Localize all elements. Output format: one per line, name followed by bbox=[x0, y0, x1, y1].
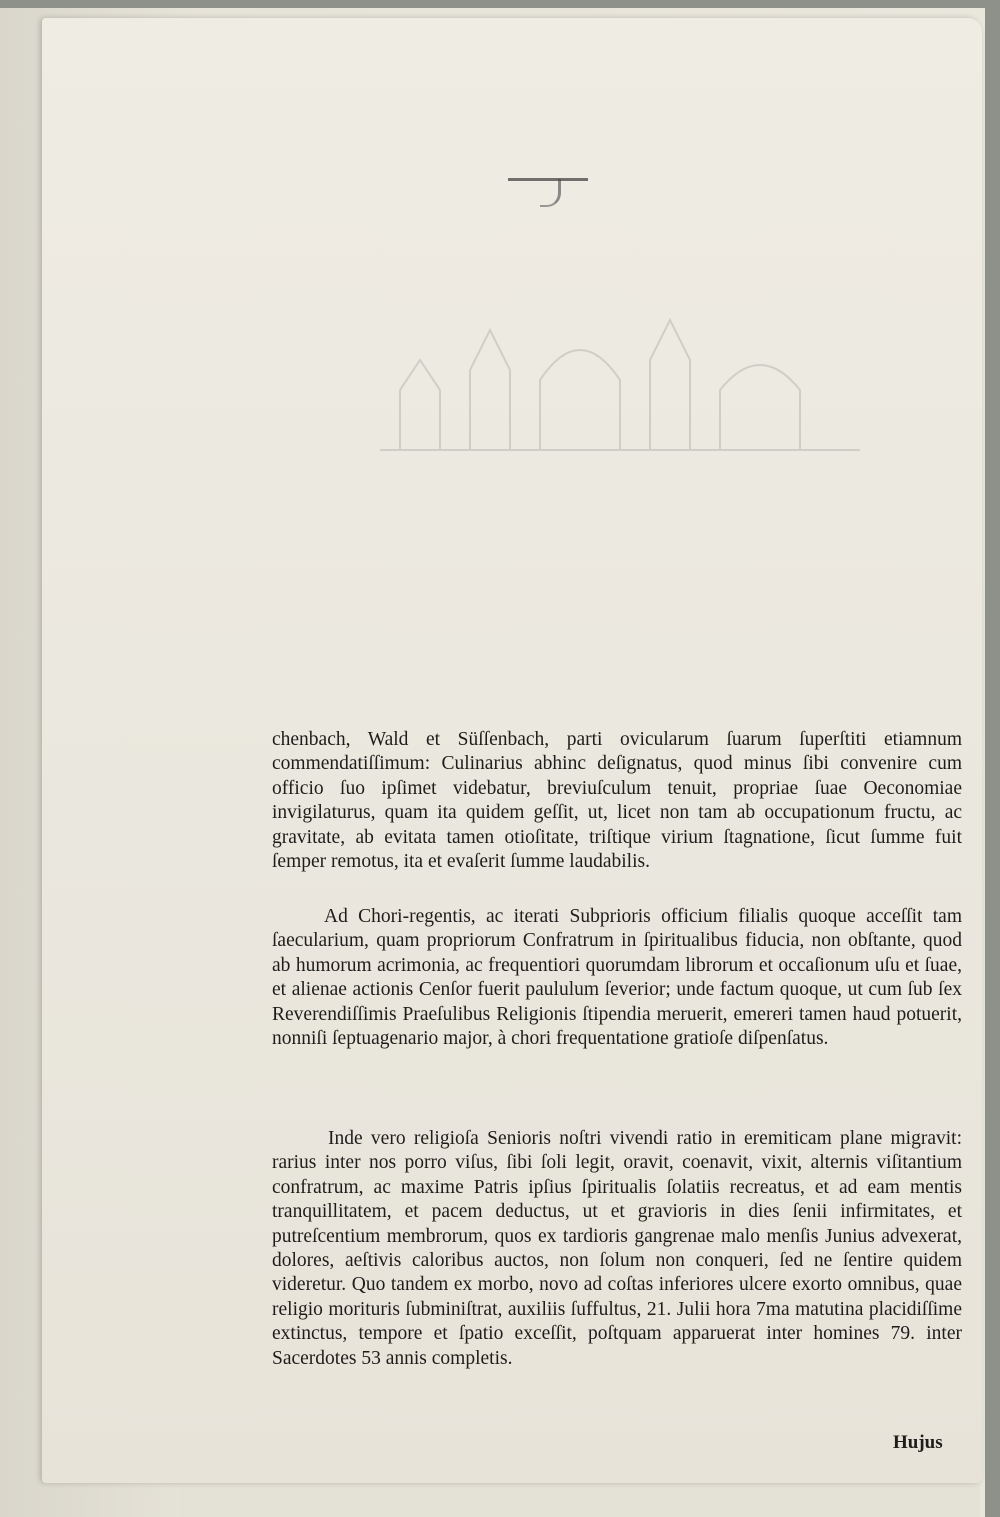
show-through-ornament bbox=[508, 178, 588, 187]
paragraph-2 bbox=[272, 905, 962, 1051]
catchword: Hujus bbox=[893, 1432, 943, 1453]
paragraph-2-text: Ad Chori-regentis, ac iterati Subprioris officium filialis quoque acceſſit tam ſaecularium, quam propriorum Confratrum in ſpiritualibus fiducia, non obſtante, quod ab humorum acrimonia, ac frequentiori quorumdam librorum et occaſionum uſu et ſuae, et alienae actionis Cenſor fuerit paululum ſeverior; unde factum quoque, ut cum ſub ſex Reverendiſſimis Praeſulibus Religionis ſtipendia meruerit, emereri tamen haud potuerit, nonniſi ſeptuagenario major, à chori frequentatione gratioſe diſpenſatus. bbox=[272, 906, 962, 1050]
underlying-sheet-edge bbox=[180, 1480, 980, 1517]
paragraph-3-text: Inde vero religioſa Senioris noſtri vivendi ratio in eremiticam plane migravit: rarius inter nos porro viſus, ſibi ſoli legit, oravit, coenavit, vixit, alternis viſitantium confratrum, ac maxime Patris ipſius ſpiritualis ſolatiis recreatus, et ad eam mentis tranquillitatem, et pacem deductus, ut et gravioris in dies ſenii infirmitates, et putreſcentium membrorum, quos ex tardioris gangrenae malo menſis Junius advexerat, dolores, aeſtivis caloribus auctos, non ſolum non conqueri, ſed ne ſentire quidem videretur. Quo tandem ex morbo, novo ad coſtas inferiores ulcere exorto omnibus, quae religio morituris ſubminiſtrat, auxiliis ſuffultus, 21. Julii hora 7ma matutina placidiſſime extinctus, tempore et ſpatio exceſſit, poſtquam apparuerat inter homines 79. inter Sacerdotes 53 annis completis. bbox=[272, 1128, 962, 1369]
paragraph-1 bbox=[272, 728, 962, 874]
paragraph-3 bbox=[272, 1127, 962, 1371]
show-through-heading bbox=[380, 600, 940, 640]
show-through-engraving bbox=[380, 300, 860, 460]
paragraph-1-text: chenbach, Wald et Süſſenbach, parti ovicularum ſuarum ſuperſtiti etiamnum commendatiſſimum: Culinarius abhinc deſignatus, quod minus ſibi convenire cum officio ſuo ipſimet videbatur, breviuſculum tenuit, propriae ſuae Oeconomiae invigilaturus, quam ita quidem geſſit, ut, licet non tam ab occupationum fructu, ac gravitate, ab evitata tamen otioſitate, triſtique virium ſtagnatione, ſicut ſumme fuit ſemper remotus, ita et evaſerit ſumme laudabilis. bbox=[272, 729, 962, 873]
